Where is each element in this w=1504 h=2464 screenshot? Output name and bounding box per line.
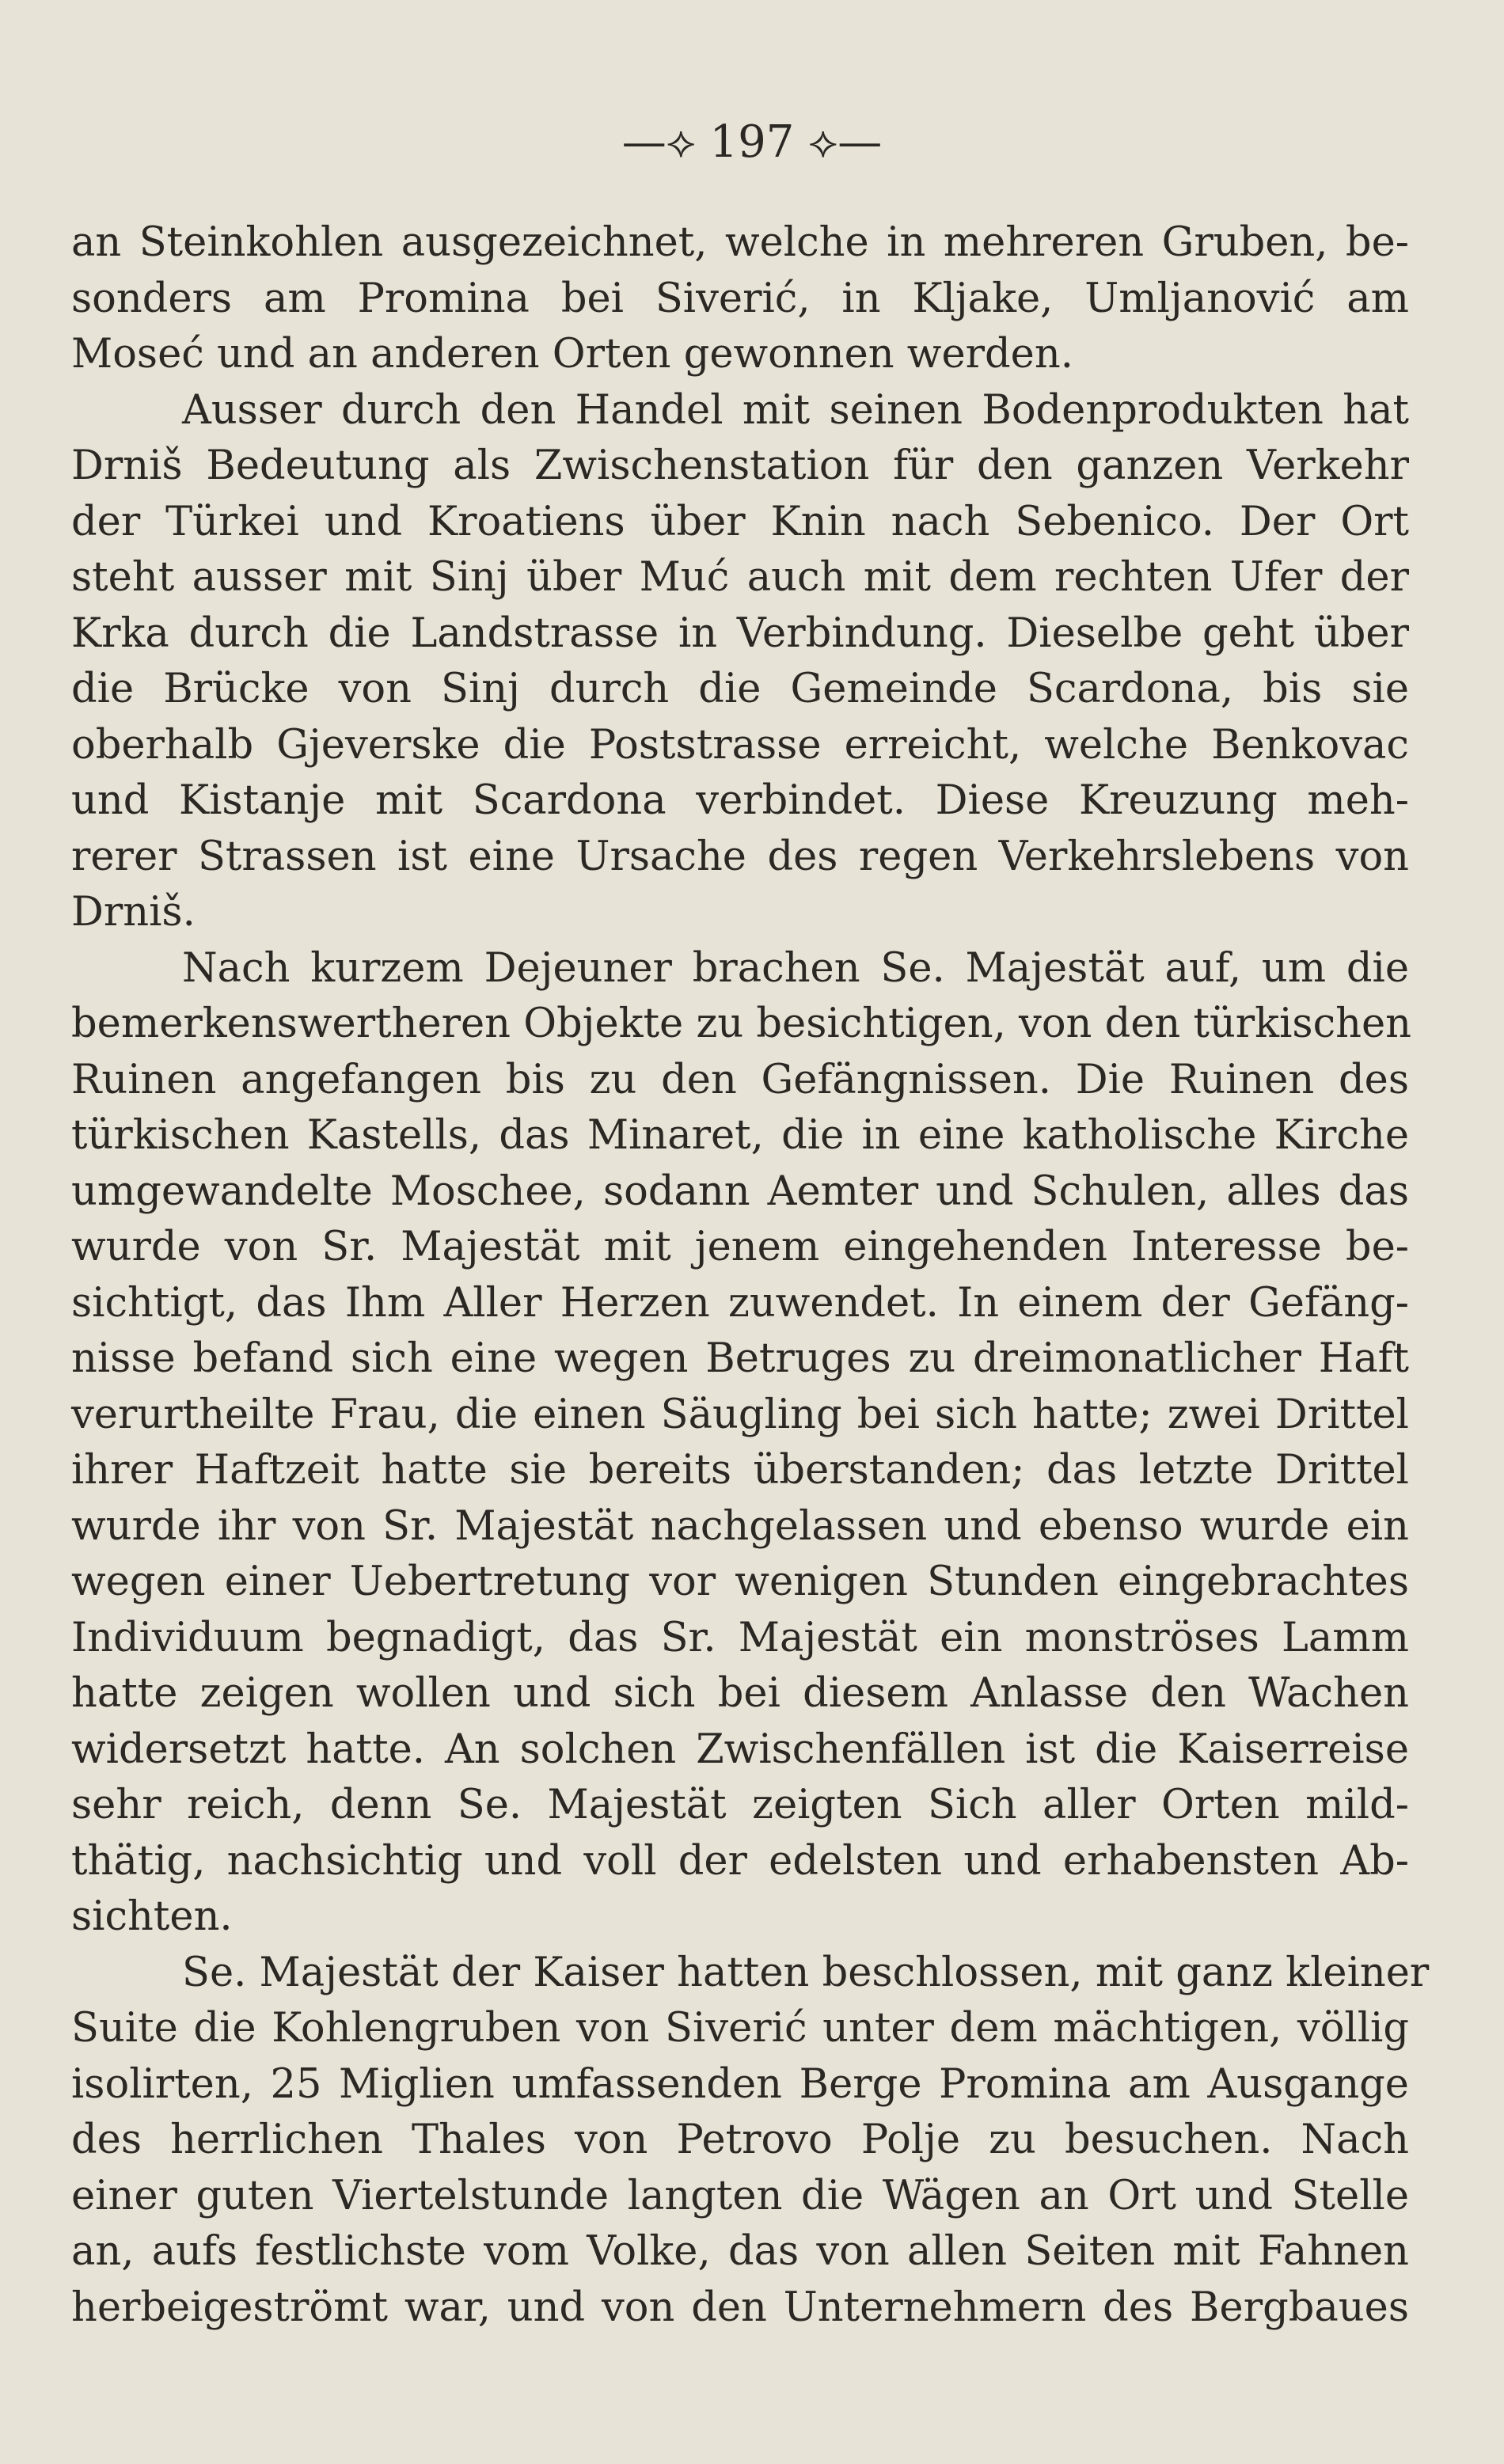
paragraph bbox=[71, 1946, 1430, 2337]
text-line: sonders am Promina bei Siverić, in Kljake, Umljanović am bbox=[71, 275, 1409, 322]
text-line: Nach kurzem Dejeuner brachen Se. Majestät auf, um die bbox=[182, 944, 1409, 992]
text-line: und Kistanje mit Scardona verbindet. Diese Kreuzung meh- bbox=[71, 777, 1409, 824]
text-line: Suite die Kohlengruben von Siverić unter dem mächtigen, völlig bbox=[71, 2005, 1409, 2052]
text-line: wurde von Sr. Majestät mit jenem eingehenden Interesse be- bbox=[71, 1224, 1409, 1270]
text-line: Se. Majestät der Kaiser hatten beschlossen, mit ganz kleiner bbox=[182, 1949, 1430, 1996]
text-line: umgewandelte Moschee, sodann Aemter und Schulen, alles das bbox=[71, 1167, 1409, 1215]
text-line: sichten. bbox=[71, 1893, 233, 1940]
paragraph bbox=[71, 941, 1412, 1946]
text-line: an Steinkohlen ausgezeichnet, welche in mehreren Gruben, be- bbox=[71, 219, 1409, 266]
text-line: nisse befand sich eine wegen Betruges zu dreimonatlicher Haft bbox=[71, 1335, 1409, 1382]
text-line: Krka durch die Landstrasse in Verbindung. Dieselbe geht über bbox=[71, 609, 1409, 657]
text-line: sehr reich, denn Se. Majestät zeigten Sich aller Orten mild- bbox=[71, 1782, 1409, 1828]
text-line: widersetzt hatte. An solchen Zwischenfällen ist die Kaiserreise bbox=[71, 1726, 1409, 1773]
text-line: die Brücke von Sinj durch die Gemeinde Scardona, bis sie bbox=[71, 666, 1409, 712]
text-line: oberhalb Gjeverske die Poststrasse erreicht, welche Benkovac bbox=[71, 721, 1409, 769]
paragraph bbox=[71, 215, 1409, 383]
text-line: einer guten Viertelstunde langten die Wägen an Ort und Stelle bbox=[71, 2172, 1409, 2219]
text-line: türkischen Kastells, das Minaret, die in eine katholische Kirche bbox=[71, 1112, 1409, 1159]
text-line: des herrlichen Thales von Petrovo Polje zu besuchen. Nach bbox=[71, 2117, 1409, 2163]
text-line: thätig, nachsichtig und voll der edelsten und erhabensten Ab- bbox=[71, 1837, 1409, 1885]
page-number: —⟡ 197 ⟡— bbox=[621, 116, 883, 168]
text-line: wurde ihr von Sr. Majestät nachgelassen und ebenso wurde ein bbox=[71, 1502, 1409, 1550]
text-line: rerer Strassen ist eine Ursache des regen Verkehrslebens von bbox=[71, 833, 1409, 880]
text-line: sichtigt, das Ihm Aller Herzen zuwendet. In einem der Gefäng- bbox=[71, 1279, 1409, 1327]
text-line: steht ausser mit Sinj über Muć auch mit dem rechten Ufer der bbox=[71, 554, 1409, 601]
body-text bbox=[71, 215, 1430, 2336]
text-line: Individuum begnadigt, das Sr. Majestät ein monströses Lamm bbox=[71, 1614, 1409, 1661]
text-line: herbeigeströmt war, und von den Unternehmern des Bergbaues bbox=[71, 2284, 1409, 2331]
text-line: an, aufs festlichste vom Volke, das von allen Seiten mit Fahnen bbox=[71, 2228, 1409, 2275]
text-line: wegen einer Uebertretung vor wenigen Stunden eingebrachtes bbox=[71, 1559, 1409, 1605]
text-line: isolirten, 25 Miglien umfassenden Berge Promina am Ausgange bbox=[71, 2060, 1409, 2108]
text-line: der Türkei und Kroatiens über Knin nach Sebenico. Der Ort bbox=[71, 498, 1409, 545]
text-line: ihrer Haftzeit hatte sie bereits überstanden; das letzte Drittel bbox=[71, 1447, 1409, 1494]
text-line: bemerkenswertheren Objekte zu besichtigen, von den türkischen bbox=[71, 1000, 1412, 1047]
text-line: Moseć und an anderen Orten gewonnen werden. bbox=[71, 331, 1073, 378]
paragraph bbox=[71, 383, 1409, 941]
text-line: Drniš. bbox=[71, 889, 196, 936]
text-line: Drniš Bedeutung als Zwischenstation für den ganzen Verkehr bbox=[71, 442, 1409, 489]
text-line: hatte zeigen wollen und sich bei diesem Anlasse den Wachen bbox=[71, 1670, 1409, 1717]
text-line: Ruinen angefangen bis zu den Gefängnissen. Die Ruinen des bbox=[71, 1056, 1409, 1103]
text-line: Ausser durch den Handel mit seinen Bodenprodukten hat bbox=[182, 386, 1409, 434]
text-line: verurtheilte Frau, die einen Säugling bei sich hatte; zwei Drittel bbox=[71, 1391, 1409, 1438]
